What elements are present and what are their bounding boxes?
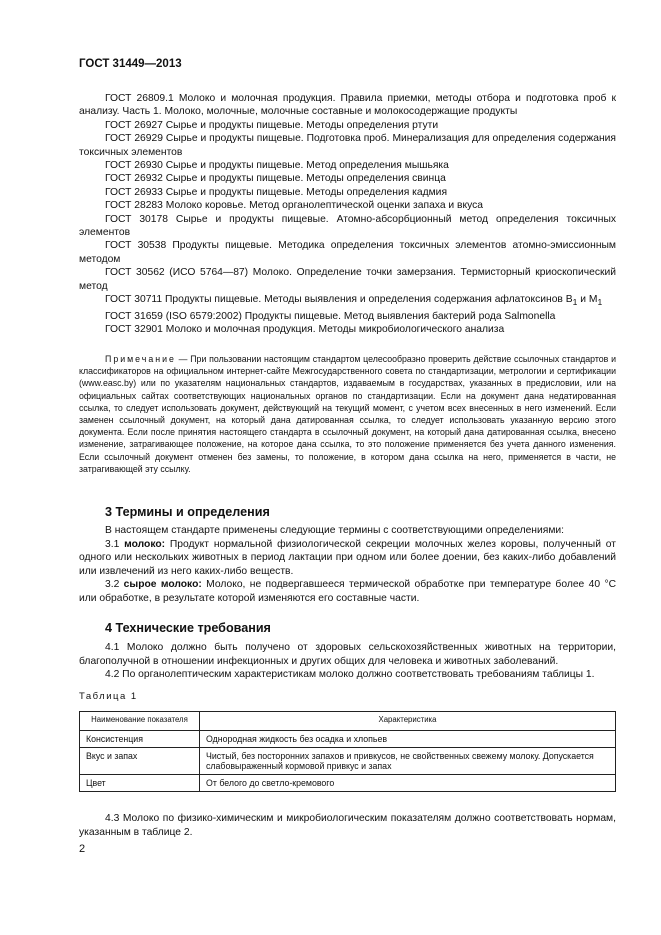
- normative-references: [79, 92, 616, 336]
- table-cell: От белого до светло-кремового: [200, 775, 616, 792]
- subscript: 1: [597, 297, 603, 308]
- table-header-row: [80, 712, 616, 731]
- section-4-body: [79, 641, 616, 682]
- table-cell: Вкус и запах: [80, 748, 200, 775]
- document-header: ГОСТ 31449—2013: [79, 58, 182, 70]
- term-text: Молоко, не подвергавшееся термической обработке при температуре более 40 °С или обработке, в результате которой изменяются его составные части.: [79, 579, 616, 604]
- table-cell: Консистенция: [80, 731, 200, 748]
- table-header-cell: Характеристика: [200, 712, 616, 731]
- section-3-body: [79, 524, 616, 606]
- reference-item: ГОСТ 32901 Молоко и молочная продукция. Методы микробиологического анализа: [105, 323, 505, 335]
- table-1: [79, 711, 616, 792]
- reference-item: ГОСТ 26932 Сырье и продукты пищевые. Методы определения свинца: [105, 173, 446, 185]
- term-name: сырое молоко:: [123, 579, 202, 591]
- section-4-continued: [79, 812, 616, 839]
- table-cell: Цвет: [80, 775, 200, 792]
- reference-item: ГОСТ 30562 (ИСО 5764—87) Молоко. Определение точки замерзания. Термисторный криоскопический метод: [79, 267, 616, 292]
- reference-item: ГОСТ 31659 (ISO 6579:2002) Продукты пищевые. Метод выявления бактерий рода Salmonella: [105, 310, 556, 322]
- table-caption: Таблица 1: [79, 691, 138, 702]
- section-4-paragraph: 4.2 По органолептическим характеристикам молоко должно соответствовать требованиям таблицы 1.: [105, 669, 595, 681]
- reference-item: ГОСТ 30538 Продукты пищевые. Методика определения токсичных элементов атомно-эмиссионным методом: [79, 240, 616, 265]
- reference-item: ГОСТ 30178 Сырье и продукты пищевые. Атомно-абсорбционный метод определения токсичных элементов: [79, 213, 616, 239]
- term-number: 3.1: [105, 538, 125, 550]
- section-4-paragraph: 4.1 Молоко должно быть получено от здоровых сельскохозяйственных животных на территории, благополучной в отношении инфекционных и других общих для человека и животных заболеваний.: [79, 642, 616, 667]
- reference-item: ГОСТ 26933 Сырье и продукты пищевые. Методы определения кадмия: [105, 186, 448, 198]
- reference-text: ГОСТ 30711 Продукты пищевые. Методы выявления и определения содержания афлатоксинов B: [105, 294, 573, 306]
- subscript: 1: [572, 297, 578, 308]
- term-definition: [79, 538, 616, 579]
- section-4-paragraph: 4.3 Молоко по физико-химическим и микробиологическим показателям должно соответствовать нормам, указанным в таблице 2.: [79, 813, 616, 838]
- section-3-intro: В настоящем стандарте применены следующие термины с соответствующими определениями:: [105, 525, 565, 536]
- note-block: [79, 353, 616, 475]
- table-cell: Чистый, без посторонних запахов и привкусов, не свойственных свежему молоку. Допускается слабовыраженный кормовой привкус и запах: [200, 748, 616, 775]
- table-header-cell: Наименование показателя: [80, 712, 200, 731]
- table-row: [80, 775, 616, 792]
- reference-item-aflatoxin: [79, 293, 616, 309]
- reference-text: и M: [577, 294, 598, 306]
- table-row: [80, 748, 616, 775]
- section-3-title: 3 Термины и определения: [105, 505, 270, 519]
- table-cell: Однородная жидкость без осадка и хлопьев: [200, 731, 616, 748]
- reference-item: ГОСТ 26927 Сырье и продукты пищевые. Методы определения ртути: [105, 119, 439, 131]
- term-text: Продукт нормальной физиологической секреции молочных желез коровы, полученный от одного или нескольких животных в период лактации при одном или более доении, без каких-либо добавлений или извлечений из него каких-либо веществ.: [79, 538, 616, 577]
- page-number: 2: [79, 843, 86, 855]
- note-label: Примечание: [105, 354, 176, 364]
- term-name: молоко:: [124, 538, 166, 550]
- table-row: [80, 731, 616, 748]
- note-text: — При пользовании настоящим стандартом целесообразно проверить действие ссылочных стандартов и классификаторов на официальном интернет-сайте Межгосударственного совета по стандартизации, метрологии и сертификации (www.easc.by) или по указателям национальных стандартов, издаваемым в государствах, указанных в предисловии, или на официальных сайтах соответствующих национальных органов по стандартизации. Если на документ дана недатированная ссылка, то следует использовать документ, действующий на текущий момент, с учетом всех внесенных в него изменений. Если заменен ссылочный документ, на который дана датированная ссылка, то следует использовать указанную версию этого документа. Если после принятия настоящего стандарта в ссылочный документ, на который дана датированная ссылка, внесено изменение, затрагивающее положение, на которое дана ссылка, то это положение применяется без учета данного изменения. Если ссылочный документ отменен без замены, то положение, в котором дана ссылка на него, применяется в части, не затрагивающей эту ссылку.: [79, 354, 616, 474]
- term-number: 3.2: [105, 579, 124, 591]
- reference-item: ГОСТ 26929 Сырье и продукты пищевые. Подготовка проб. Минерализация для определения содержания токсичных элементов: [79, 133, 616, 158]
- reference-item: ГОСТ 26809.1 Молоко и молочная продукция. Правила приемки, методы отбора и подготовка проб к анализу. Часть 1. Молоко, молочные, молочные составные и молокосодержащие продукты: [79, 93, 616, 118]
- reference-item: ГОСТ 28283 Молоко коровье. Метод органолептической оценки запаха и вкуса: [105, 200, 484, 212]
- term-definition: [79, 578, 616, 605]
- section-4-title: 4 Технические требования: [105, 621, 271, 635]
- reference-item: ГОСТ 26930 Сырье и продукты пищевые. Метод определения мышьяка: [105, 160, 449, 172]
